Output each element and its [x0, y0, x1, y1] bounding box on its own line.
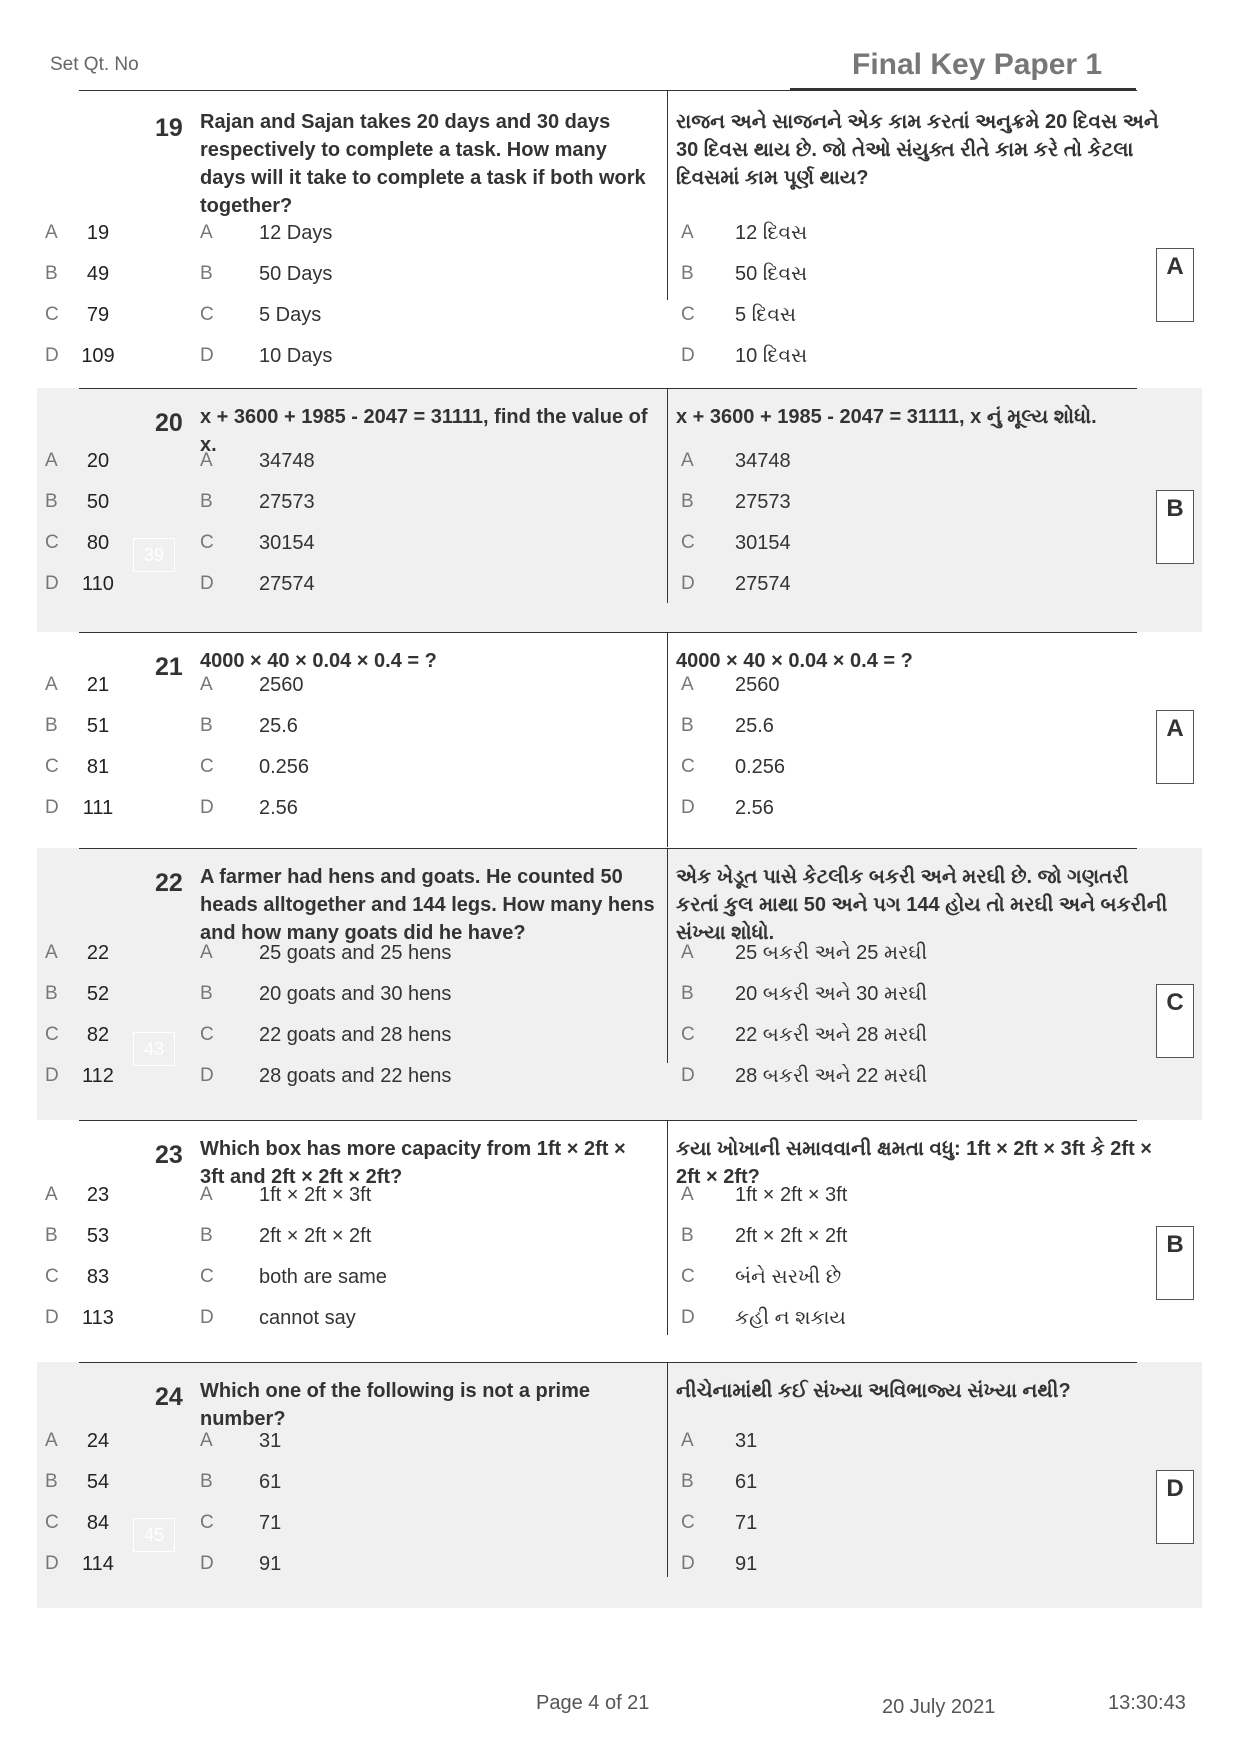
question-block — [37, 90, 1202, 388]
set-question-number: 53 — [86, 1225, 110, 1247]
set-question-number: 111 — [82, 797, 114, 819]
faint-watermark-number: 45 — [133, 1518, 175, 1552]
option-letter-gujarati: A — [681, 222, 694, 243]
set-question-number: 50 — [86, 491, 110, 513]
set-question-number: 21 — [86, 674, 110, 696]
set-question-number: 51 — [86, 715, 110, 737]
set-letter: B — [45, 1471, 58, 1492]
option-text-gujarati: 2560 — [735, 674, 780, 696]
question-text-gujarati: રાજન અને સાજનને એક કામ કરતાં અનુક્રમે 20 દિવસ અને 30 દિવસ થાય છે. જો તેઓ સંયુક્ત રીતે કામ કરે તો કેટલા દિવસમાં કામ પૂર્ણ થાય? — [676, 111, 1159, 189]
question-text-gujarati: નીચેનામાંથી કઈ સંખ્યા અવિભાજ્ય સંખ્યા નથી? — [676, 1380, 1071, 1402]
option-row — [37, 1307, 1202, 1343]
set-question-number: 114 — [82, 1553, 114, 1575]
option-text-english: 12 Days — [259, 222, 333, 244]
option-text-english: 5 Days — [259, 304, 322, 326]
option-row — [37, 1065, 1202, 1101]
option-letter-gujarati: D — [681, 797, 695, 818]
page-number: Page 4 of 21 — [536, 1692, 650, 1714]
option-letter-english: B — [200, 715, 213, 736]
option-row — [37, 491, 1202, 527]
option-text-gujarati: 25.6 — [735, 715, 774, 737]
set-question-number: 22 — [86, 942, 110, 964]
option-letter-gujarati: D — [681, 1553, 695, 1574]
option-letter-english: A — [200, 1184, 213, 1205]
set-letter: D — [45, 345, 59, 366]
option-letter-english: B — [200, 1471, 213, 1492]
option-text-gujarati: 0.256 — [735, 756, 786, 778]
set-question-number: 49 — [86, 263, 110, 285]
option-row — [37, 573, 1202, 609]
option-row — [37, 450, 1202, 486]
option-text-gujarati: 61 — [735, 1471, 758, 1493]
set-letter: A — [45, 222, 58, 243]
option-text-gujarati: 28 બકરી અને 22 મરઘી — [735, 1065, 928, 1087]
option-text-english: 1ft × 2ft × 3ft — [259, 1184, 372, 1206]
option-letter-gujarati: C — [681, 1024, 695, 1045]
faint-watermark-number: 39 — [133, 538, 175, 572]
option-letter-gujarati: D — [681, 1065, 695, 1086]
set-question-number: 112 — [82, 1065, 114, 1087]
option-letter-gujarati: C — [681, 756, 695, 777]
question-block — [37, 1362, 1202, 1608]
set-question-number: 54 — [86, 1471, 110, 1493]
option-row — [37, 304, 1202, 340]
option-text-english: 34748 — [259, 450, 315, 472]
set-letter: C — [45, 304, 59, 325]
set-question-number: 52 — [86, 983, 110, 1005]
option-row — [37, 345, 1202, 381]
option-letter-gujarati: C — [681, 304, 695, 325]
option-text-english: 61 — [259, 1471, 282, 1493]
option-text-english: 30154 — [259, 532, 315, 554]
question-text-english: x + 3600 + 1985 - 2047 = 31111, find the value of x. — [200, 406, 648, 456]
option-letter-english: D — [200, 1065, 214, 1086]
option-text-english: 91 — [259, 1553, 282, 1575]
option-row — [37, 674, 1202, 710]
option-row — [37, 1225, 1202, 1261]
question-number: 24 — [155, 1383, 183, 1411]
set-question-number: 82 — [86, 1024, 110, 1046]
option-letter-gujarati: B — [681, 715, 694, 736]
set-letter: C — [45, 756, 59, 777]
question-block — [37, 1120, 1202, 1362]
option-text-gujarati: 25 બકરી અને 25 મરઘી — [735, 942, 928, 964]
option-letter-english: B — [200, 983, 213, 1004]
option-text-gujarati: 1ft × 2ft × 3ft — [735, 1184, 848, 1206]
option-text-english: 22 goats and 28 hens — [259, 1024, 452, 1046]
option-letter-gujarati: D — [681, 573, 695, 594]
option-text-english: 50 Days — [259, 263, 333, 285]
set-letter: C — [45, 1024, 59, 1045]
answer-key-box: B — [1156, 1226, 1194, 1300]
option-row — [37, 222, 1202, 258]
option-letter-english: B — [200, 491, 213, 512]
option-letter-gujarati: A — [681, 674, 694, 695]
option-letter-gujarati: C — [681, 1266, 695, 1287]
question-text-gujarati: x + 3600 + 1985 - 2047 = 31111, x નું મૂલ્ય શોધો. — [676, 406, 1097, 428]
question-text-gujarati: એક ખેડૂત પાસે કેટલીક બકરી અને મરઘી છે. જો ગણતરી કરતાં કુલ માથા 50 અને પગ 144 હોય તો મરઘી અને બકરીની સંખ્યા શોધો. — [676, 866, 1168, 944]
question-rule — [79, 632, 1137, 633]
set-letter: B — [45, 491, 58, 512]
option-text-english: 31 — [259, 1430, 282, 1452]
option-text-english: cannot say — [259, 1307, 356, 1329]
option-text-gujarati: 10 દિવસ — [735, 345, 808, 367]
answer-key-box: A — [1156, 248, 1194, 322]
set-question-number: 20 — [86, 450, 110, 472]
option-text-english: 20 goats and 30 hens — [259, 983, 452, 1005]
option-text-gujarati: 91 — [735, 1553, 758, 1575]
set-question-number: 23 — [86, 1184, 110, 1206]
answer-key-box: B — [1156, 490, 1194, 564]
set-letter: D — [45, 797, 59, 818]
faint-watermark-number: 43 — [133, 1032, 175, 1066]
option-text-gujarati: 71 — [735, 1512, 758, 1534]
question-number: 20 — [155, 409, 183, 437]
set-question-number: 79 — [86, 304, 110, 326]
set-question-number: 109 — [81, 345, 115, 367]
option-letter-english: D — [200, 1553, 214, 1574]
set-letter: A — [45, 1430, 58, 1451]
set-letter: C — [45, 532, 59, 553]
set-letter: C — [45, 1512, 59, 1533]
option-text-english: 27573 — [259, 491, 315, 513]
option-row — [37, 1553, 1202, 1589]
print-time: 13:30:43 — [1108, 1692, 1186, 1714]
option-letter-english: A — [200, 1430, 213, 1451]
set-letter: A — [45, 450, 58, 471]
question-rule — [79, 848, 1137, 849]
option-letter-english: A — [200, 450, 213, 471]
question-text-english: Which box has more capacity from 1ft × 2ft × 3ft and 2ft × 2ft × 2ft? — [200, 1138, 626, 1188]
question-block — [37, 632, 1202, 848]
question-rule — [79, 1362, 1137, 1363]
set-letter: A — [45, 1184, 58, 1205]
option-row — [37, 532, 1202, 568]
question-text-english: Which one of the following is not a prime number? — [200, 1380, 590, 1430]
option-text-english: 71 — [259, 1512, 282, 1534]
question-number: 23 — [155, 1141, 183, 1169]
option-row — [37, 983, 1202, 1019]
set-letter: A — [45, 942, 58, 963]
question-number: 22 — [155, 869, 183, 897]
option-text-gujarati: 22 બકરી અને 28 મરઘી — [735, 1024, 928, 1046]
question-block — [37, 388, 1202, 632]
option-letter-gujarati: D — [681, 345, 695, 366]
answer-key-box: D — [1156, 1470, 1194, 1544]
option-row — [37, 1024, 1202, 1060]
option-letter-english: C — [200, 756, 214, 777]
question-number: 19 — [155, 114, 183, 142]
option-text-english: 2ft × 2ft × 2ft — [259, 1225, 372, 1247]
option-letter-english: C — [200, 1512, 214, 1533]
option-letter-gujarati: A — [681, 942, 694, 963]
set-letter: A — [45, 674, 58, 695]
option-letter-gujarati: B — [681, 983, 694, 1004]
option-row — [37, 1184, 1202, 1220]
option-text-english: 25.6 — [259, 715, 298, 737]
option-letter-gujarati: C — [681, 1512, 695, 1533]
question-text-english: Rajan and Sajan takes 20 days and 30 days respectively to complete a task. How many days will it take to complete a task if both work together? — [200, 111, 646, 217]
set-letter: D — [45, 1307, 59, 1328]
option-text-english: 27574 — [259, 573, 315, 595]
option-row — [37, 263, 1202, 299]
answer-key-box: A — [1156, 710, 1194, 784]
question-rule — [79, 90, 1137, 91]
option-row — [37, 756, 1202, 792]
option-text-english: 10 Days — [259, 345, 333, 367]
set-letter: B — [45, 715, 58, 736]
option-text-gujarati: 2.56 — [735, 797, 774, 819]
set-question-number: 83 — [86, 1266, 110, 1288]
set-question-number: 80 — [86, 532, 110, 554]
set-letter: D — [45, 573, 59, 594]
set-question-number: 110 — [82, 573, 114, 595]
option-letter-english: C — [200, 1024, 214, 1045]
option-letter-english: A — [200, 942, 213, 963]
option-text-gujarati: 27573 — [735, 491, 791, 513]
set-question-number: 81 — [86, 756, 110, 778]
option-text-gujarati: 12 દિવસ — [735, 222, 808, 244]
option-letter-gujarati: A — [681, 1430, 694, 1451]
option-row — [37, 942, 1202, 978]
page-title: Final Key Paper 1 — [852, 48, 1103, 81]
option-letter-gujarati: B — [681, 1471, 694, 1492]
option-letter-english: D — [200, 1307, 214, 1328]
question-text-gujarati: 4000 × 40 × 0.04 × 0.4 = ? — [676, 650, 913, 672]
question-text-gujarati: કયા ખોખાની સમાવવાની ક્ષમતા વધુ: 1ft × 2ft × 3ft કે 2ft × 2ft × 2ft? — [676, 1138, 1152, 1188]
option-text-english: 2.56 — [259, 797, 298, 819]
option-letter-gujarati: A — [681, 450, 694, 471]
option-text-gujarati: 50 દિવસ — [735, 263, 808, 285]
question-text-english: 4000 × 40 × 0.04 × 0.4 = ? — [200, 650, 437, 672]
option-letter-gujarati: B — [681, 491, 694, 512]
option-letter-gujarati: C — [681, 532, 695, 553]
set-letter: C — [45, 1266, 59, 1287]
option-letter-english: A — [200, 674, 213, 695]
option-row — [37, 1266, 1202, 1302]
option-letter-english: B — [200, 263, 213, 284]
option-text-gujarati: બંને સરખી છે — [735, 1266, 842, 1288]
set-question-number: 113 — [82, 1307, 114, 1329]
option-letter-english: B — [200, 1225, 213, 1246]
set-letter: D — [45, 1553, 59, 1574]
option-letter-english: D — [200, 573, 214, 594]
option-text-gujarati: 20 બકરી અને 30 મરઘી — [735, 983, 928, 1005]
option-letter-english: A — [200, 222, 213, 243]
option-text-gujarati: 34748 — [735, 450, 791, 472]
option-text-gujarati: 5 દિવસ — [735, 304, 797, 326]
question-text-english: A farmer had hens and goats. He counted 50 heads alltogether and 144 legs. How many hens and how many goats did he have? — [200, 866, 655, 944]
option-text-gujarati: 27574 — [735, 573, 791, 595]
set-letter: B — [45, 1225, 58, 1246]
option-text-gujarati: કહી ન શકાય — [735, 1307, 846, 1329]
header-set-qtno: Set Qt. No — [50, 54, 139, 75]
option-row — [37, 1471, 1202, 1507]
option-letter-english: D — [200, 797, 214, 818]
option-text-english: 28 goats and 22 hens — [259, 1065, 452, 1087]
option-text-gujarati: 2ft × 2ft × 2ft — [735, 1225, 848, 1247]
option-text-gujarati: 31 — [735, 1430, 758, 1452]
question-rule — [79, 1120, 1137, 1121]
option-letter-english: C — [200, 1266, 214, 1287]
option-letter-english: D — [200, 345, 214, 366]
option-letter-english: C — [200, 532, 214, 553]
option-letter-gujarati: B — [681, 1225, 694, 1246]
set-letter: D — [45, 1065, 59, 1086]
answer-key-box: C — [1156, 984, 1194, 1058]
option-text-english: 0.256 — [259, 756, 310, 778]
option-letter-gujarati: B — [681, 263, 694, 284]
option-text-english: both are same — [259, 1266, 387, 1288]
option-row — [37, 797, 1202, 833]
question-rule — [79, 388, 1137, 389]
option-letter-english: C — [200, 304, 214, 325]
option-text-gujarati: 30154 — [735, 532, 791, 554]
set-question-number: 19 — [86, 222, 110, 244]
set-question-number: 24 — [86, 1430, 110, 1452]
option-text-english: 2560 — [259, 674, 304, 696]
option-letter-gujarati: D — [681, 1307, 695, 1328]
option-row — [37, 1512, 1202, 1548]
option-row — [37, 1430, 1202, 1466]
question-number: 21 — [155, 653, 183, 681]
set-letter: B — [45, 263, 58, 284]
set-letter: B — [45, 983, 58, 1004]
option-letter-gujarati: A — [681, 1184, 694, 1205]
print-date: 20 July 2021 — [882, 1696, 996, 1718]
option-row — [37, 715, 1202, 751]
option-text-english: 25 goats and 25 hens — [259, 942, 452, 964]
question-block — [37, 848, 1202, 1120]
set-question-number: 84 — [86, 1512, 110, 1534]
